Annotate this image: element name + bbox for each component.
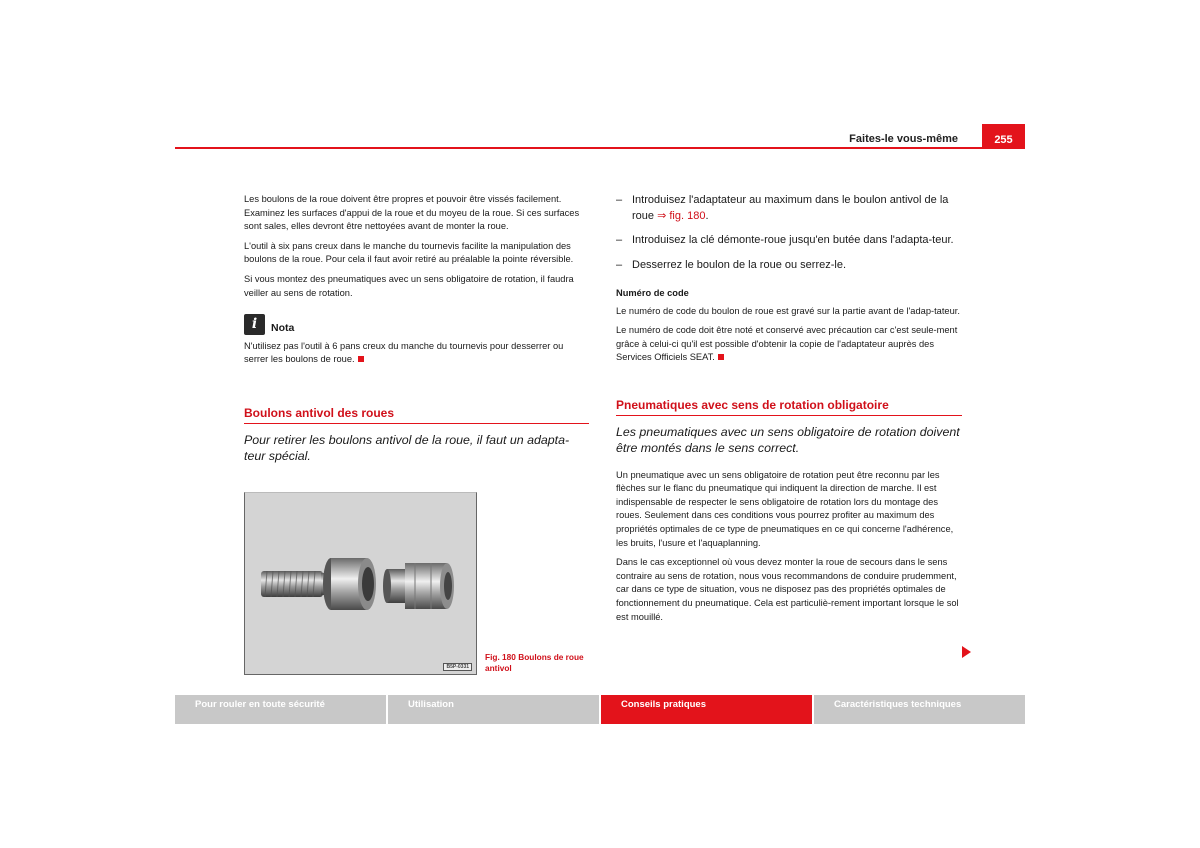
page-header-title: Faites-le vous-même (849, 133, 958, 145)
paragraph: Si vous montez des pneumatiques avec un sens obligatoire de rotation, il faudra veiller au sens de rotation. (244, 273, 574, 298)
figure-caption: Fig. 180 Boulons de roue antivol (485, 652, 584, 673)
paragraph: Dans le cas exceptionnel où vous devez monter la roue de secours dans le sens contraire au sens de rotation, nous vous recommandons de conduire prudemment, car dans ce type de situation, vous ne disposez pas des propriétés optimales de fonctionnement du pneumatique. Cela est particuliè-rement important lorsque le sol est mouillé. (616, 557, 959, 622)
paragraph: L'outil à six pans creux dans le manche du tournevis facilite la manipulation des boulons de la roue. Pour cela il faut avoir retiré au préalable la pointe réversible. (244, 240, 574, 265)
tab-operation[interactable]: Utilisation (388, 695, 601, 724)
footer-nav (175, 695, 1025, 724)
nota-label: Nota (271, 322, 295, 335)
nota-heading (244, 314, 589, 336)
anti-theft-bolt-illustration (245, 493, 476, 674)
figure-code: B5P-0331 (443, 663, 472, 671)
figure-reference-link[interactable]: ⇒ fig. 180 (657, 209, 706, 222)
paragraph: Le numéro de code doit être noté et conservé avec précaution car c'est seule-ment grâce à celui-ci qu'il est possible d'obtenir la copie de l'adaptateur auprès des Services Officiels SEAT. (616, 325, 958, 363)
info-icon: i (244, 314, 265, 335)
paragraph: Un pneumatique avec un sens obligatoire de rotation peut être reconnu par les flèches sur le flanc du pneumatique qui indiquent la direction de marche. Il est indispensable de respecter le sens obligatoire de rotation lors du montage des roues. Seulement dans ces conditions vous pourrez profiter au maximum des propriétés optimales de ce type de pneumatiques en ce qui concerne l'adhérence, les bruits, l'usure et l'aquaplanning. (616, 469, 954, 548)
list-item: – Desserrez le boulon de la roue ou serrez-le. (616, 258, 847, 271)
continue-arrow-icon (962, 646, 971, 658)
left-column (244, 193, 589, 477)
header-divider (175, 147, 1025, 149)
section-intro: Pour retirer les boulons antivol de la roue, il faut un adapta-teur spécial. (244, 432, 570, 464)
step-list (616, 193, 962, 273)
tab-practical-tips[interactable]: Conseils pratiques (601, 695, 814, 724)
section-title: Pneumatiques avec sens de rotation obligatoire (616, 399, 962, 416)
figure-anti-theft-bolts (244, 492, 477, 675)
tab-technical-data[interactable]: Caractéristiques techniques (814, 695, 1025, 724)
subheading-code-number: Numéro de code (616, 288, 689, 298)
paragraph: Le numéro de code du boulon de roue est gravé sur la partie avant de l'adap-tateur. (616, 305, 960, 316)
list-item: – Introduisez la clé démonte-roue jusqu'en butée dans l'adapta-teur. (616, 234, 954, 246)
section-title: Boulons antivol des roues (244, 407, 589, 424)
tab-safety[interactable]: Pour rouler en toute sécurité (175, 695, 388, 724)
page-number: 255 (982, 124, 1025, 148)
right-column (616, 193, 962, 630)
end-marker-icon (358, 356, 364, 362)
list-item: – Introduisez l'adaptateur au maximum dans le boulon antivol de la roue ⇒ fig. 180. (616, 194, 949, 222)
nota-text: N'utilisez pas l'outil à 6 pans creux du manche du tournevis pour desserrer ou serrer les boulons de roue. (244, 340, 564, 365)
section-intro: Les pneumatiques avec un sens obligatoire de rotation doivent être montés dans le sens correct. (616, 424, 960, 456)
end-marker-icon (718, 354, 724, 360)
paragraph: Les boulons de la roue doivent être propres et pouvoir être vissés facilement. Examinez les surfaces d'appui de la roue et du moyeu de la roue. Si ces surfaces sont sales, elles devront être nettoyées avant de monter la roue. (244, 194, 580, 232)
